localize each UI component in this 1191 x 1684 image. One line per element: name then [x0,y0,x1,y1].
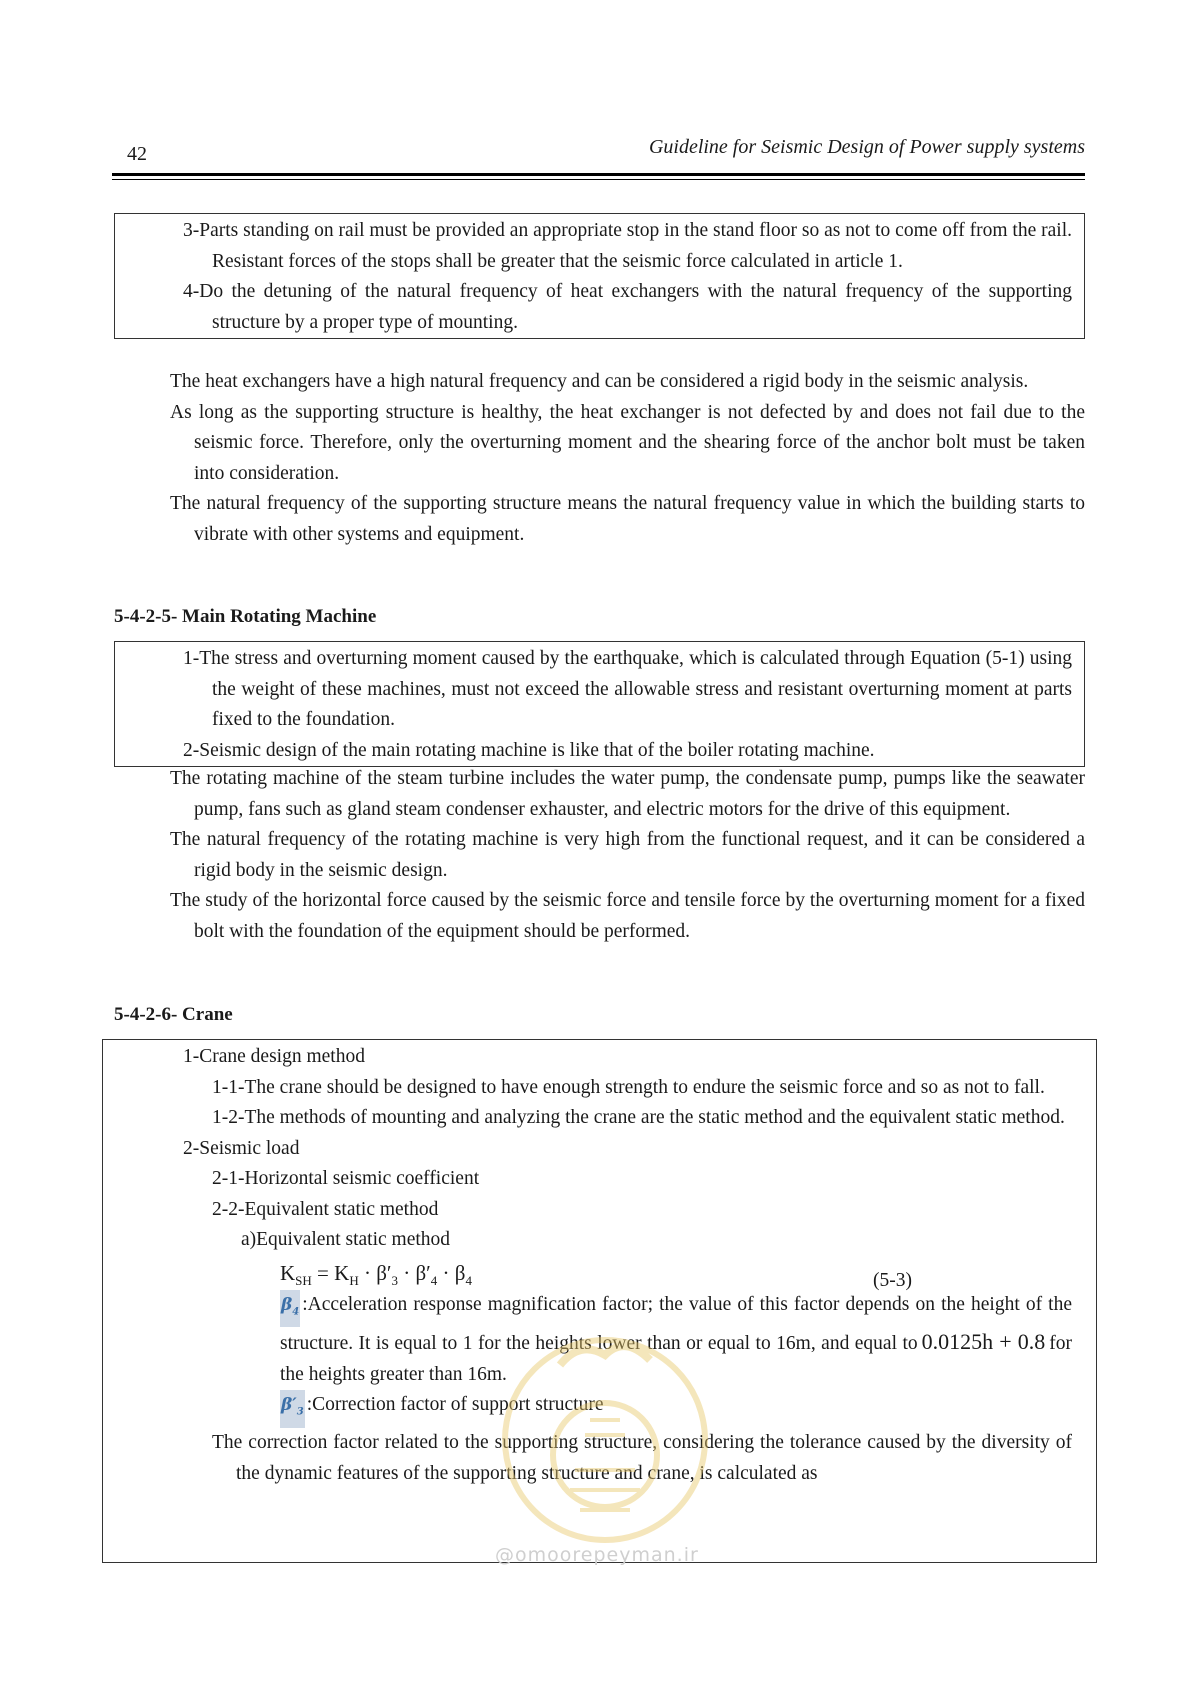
box2-item-1: 1-The stress and overturning moment caused by the earthquake, which is calculated through Equation (5-1) using the weight of these machines, must not exceed the allowable stress and resistant overturning moment at parts fixed to the foundation. [183,648,1072,730]
crane-item-1: 1-Crane design method [183,1046,365,1067]
equation-number: (5-3) [873,1269,912,1291]
commentary-2-para-3: The study of the horizontal force caused by the seismic force and tensile force by the overturning moment for a fixed bolt with the foundation of the equipment should be performed. [170,890,1085,942]
equation-formula: $K_{SH} = K_H \cdot \beta'_3 \cdot \beta'_4 \cdot \beta_4$ [280,1260,472,1288]
commentary-1-para-1: The heat exchangers have a high natural frequency and can be considered a rigid body in the seismic analysis. [170,371,1029,392]
crane-item-2-2: 2-2-Equivalent static method [212,1198,439,1220]
beta4-symbol-icon: $\beta_4$ [280,1290,300,1328]
crane-item-1-1: 1-1-The crane should be designed to have enough strength to endure the seismic force and so as not to fall. [212,1076,1045,1098]
correction-paragraph: The correction factor related to the supporting structure, considering the tolerance caused by the diversity of the dynamic features of the supporting structure and crane, is calculated as [212,1432,1072,1484]
commentary-1 [170,367,1085,550]
beta3-definition [280,1390,1072,1428]
running-title: Guideline for Seismic Design of Power supply systems [648,136,1085,158]
beta4-definition [280,1290,1072,1391]
section-heading-crane: 5-4-2-6- Crane [114,1004,233,1025]
beta4-tail: for the heights greater than 16m. [280,1333,1072,1385]
equation-5-3 [280,1256,1072,1290]
section-heading-main-rotating-machine: 5-4-2-5- Main Rotating Machine [114,606,377,627]
beta4-expression: 0.0125h + 0.8 [921,1329,1046,1355]
requirements-box-3 [102,1039,1097,1563]
commentary-2-para-2: The natural frequency of the rotating machine is very high from the functional request, and it can be considered a rigid body in the seismic design. [170,829,1085,881]
requirements-box-1 [114,213,1085,339]
crane-item-2-1: 2-1-Horizontal seismic coefficient [212,1168,480,1189]
crane-item-1-2: 1-2-The methods of mounting and analyzing the crane are the static method and the equivalent static method. [212,1107,1065,1128]
header-rule-thick [112,173,1085,176]
header-rule-thin [112,179,1085,180]
box2-item-2: 2-Seismic design of the main rotating machine is like that of the boiler rotating machine. [183,739,875,761]
commentary-1-para-2: As long as the supporting structure is healthy, the heat exchanger is not defected by and does not fail due to the seismic force. Therefore, only the overturning moment and the shearing force of the anchor bolt must be taken into consideration. [170,401,1085,484]
box1-item-3: 3-Parts standing on rail must be provided an appropriate stop in the stand floor so as not to come off from the rail. Resistant forces of the stops shall be greater that the seismic force calculated in article 1. [183,220,1072,272]
page-number: 42 [127,143,147,165]
commentary-1-para-3: The natural frequency of the supporting structure means the natural frequency value in which the building starts to vibrate with other systems and equipment. [170,493,1085,545]
watermark-text: @omoorepeyman.ir [495,1544,699,1566]
box1-item-4: 4-Do the detuning of the natural frequency of heat exchangers with the natural frequency of the supporting structure by a proper type of mounting. [183,281,1072,333]
requirements-box-2 [114,641,1085,767]
commentary-2 [170,764,1085,947]
beta4-text: :Acceleration response magnification factor; the value of this factor depends on the height of the structure. It is equal to 1 for the heights lower than or equal to 16m, and equal to [280,1293,1072,1355]
crane-item-a: a)Equivalent static method [241,1229,451,1250]
beta3-text: :Correction factor of support structure [306,1394,604,1416]
beta3-symbol-icon: $\beta'_3$ [280,1390,305,1428]
commentary-2-para-1: The rotating machine of the steam turbine includes the water pump, the condensate pump, pumps like the seawater pump, fans such as gland steam condenser exhauster, and electric motors for the drive of this equipment. [170,768,1085,820]
crane-item-2: 2-Seismic load [183,1137,300,1159]
